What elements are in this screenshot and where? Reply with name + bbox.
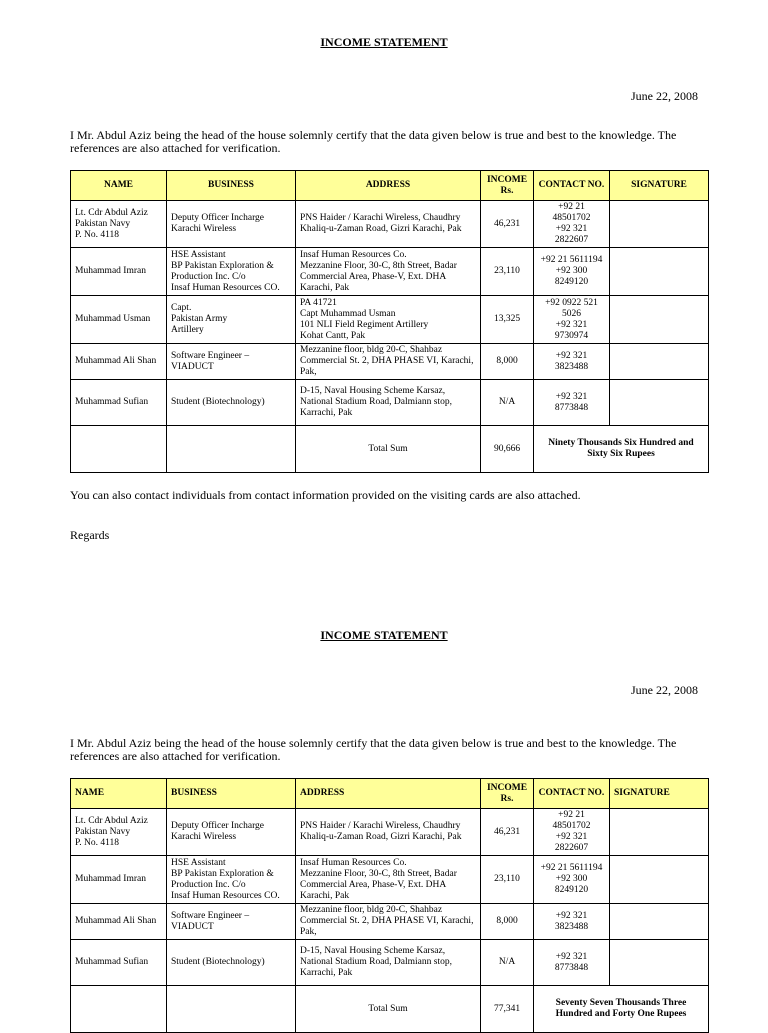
total-in-words: Seventy Seven Thousands Three Hundred and Forty One Rupees <box>534 986 709 1033</box>
statement1-date: June 22, 2008 <box>631 89 698 103</box>
cell-contact: +92 321 8773848 <box>534 380 610 426</box>
cell-business: HSE Assistant BP Pakistan Exploration & Production Inc. C/o Insaf Human Resources CO. <box>167 856 296 904</box>
cell-signature <box>610 296 709 344</box>
cell-contact: +92 321 8773848 <box>534 940 610 986</box>
cell-income: N/A <box>481 380 534 426</box>
statement2-date: June 22, 2008 <box>631 683 698 697</box>
cell-address: Insaf Human Resources Co. Mezzanine Floor, 30-C, 8th Street, Badar Commercial Area, Phase-V, Ext. DHA Karachi, Pak <box>296 856 481 904</box>
header-contact: CONTACT NO. <box>534 171 610 201</box>
cell-contact: +92 321 3823488 <box>534 344 610 380</box>
cell-business: Software Engineer – VIADUCT <box>167 344 296 380</box>
table-row <box>71 344 709 380</box>
cell-income: 46,231 <box>481 201 534 248</box>
cell-empty <box>167 426 296 473</box>
cell-business: Software Engineer – VIADUCT <box>167 904 296 940</box>
cell-signature <box>610 856 709 904</box>
statement1-intro: I Mr. Abdul Aziz being the head of the house solemnly certify that the data given below is true and best to the knowledge. The references are also attached for verification. <box>70 128 677 155</box>
cell-empty <box>71 426 167 473</box>
cell-name: Lt. Cdr Abdul Aziz Pakistan Navy P. No. 4118 <box>71 809 167 856</box>
cell-income: 46,231 <box>481 809 534 856</box>
cell-address: Mezzanine floor, bldg 20-C, Shahbaz Commercial St. 2, DHA PHASE VI, Karachi, Pak, <box>296 904 481 940</box>
cell-signature <box>610 940 709 986</box>
cell-business: Student (Biotechnology) <box>167 940 296 986</box>
cell-signature <box>610 380 709 426</box>
cell-business: Student (Biotechnology) <box>167 380 296 426</box>
cell-name: Muhammad Usman <box>71 296 167 344</box>
cell-business: HSE Assistant BP Pakistan Exploration & Production Inc. C/o Insaf Human Resources CO. <box>167 248 296 296</box>
cell-name: Muhammad Imran <box>71 248 167 296</box>
cell-contact: +92 21 48501702 +92 321 2822607 <box>534 201 610 248</box>
statement2-intro: I Mr. Abdul Aziz being the head of the house solemnly certify that the data given below is true and best to the knowledge. The references are also attached for verification. <box>70 736 677 763</box>
header-signature: SIGNATURE <box>610 171 709 201</box>
cell-name: Muhammad Sufian <box>71 380 167 426</box>
cell-address: D-15, Naval Housing Scheme Karsaz, National Stadium Road, Dalmiann stop, Karrachi, Pak <box>296 940 481 986</box>
header-name: NAME <box>71 171 167 201</box>
cell-contact: +92 0922 521 5026 +92 321 9730974 <box>534 296 610 344</box>
cell-business: Deputy Officer Incharge Karachi Wireless <box>167 809 296 856</box>
cell-name: Lt. Cdr Abdul Aziz Pakistan Navy P. No. 4118 <box>71 201 167 248</box>
table-row <box>71 940 709 986</box>
cell-signature <box>610 248 709 296</box>
regards: Regards <box>70 528 110 542</box>
total-in-words: Ninety Thousands Six Hundred and Sixty Six Rupees <box>534 426 709 473</box>
total-row <box>71 986 709 1033</box>
cell-income: 23,110 <box>481 856 534 904</box>
footer-note: You can also contact individuals from contact information provided on the visiting cards are also attached. <box>70 488 581 502</box>
header-name: NAME <box>71 779 167 809</box>
table-row <box>71 296 709 344</box>
header-address: ADDRESS <box>296 171 481 201</box>
cell-address: PNS Haider / Karachi Wireless, Chaudhry Khaliq-u-Zaman Road, Gizri Karachi, Pak <box>296 809 481 856</box>
table-row <box>71 904 709 940</box>
total-value: 90,666 <box>481 426 534 473</box>
header-address: ADDRESS <box>296 779 481 809</box>
cell-address: PA 41721 Capt Muhammad Usman 101 NLI Field Regiment Artillery Kohat Cantt, Pak <box>296 296 481 344</box>
header-business: BUSINESS <box>167 779 296 809</box>
statement2-table <box>70 778 709 1033</box>
table-row <box>71 809 709 856</box>
total-row <box>71 426 709 473</box>
cell-signature <box>610 201 709 248</box>
cell-name: Muhammad Sufian <box>71 940 167 986</box>
table-row <box>71 201 709 248</box>
header-income: INCOME Rs. <box>481 779 534 809</box>
cell-income: N/A <box>481 940 534 986</box>
cell-name: Muhammad Imran <box>71 856 167 904</box>
header-income: INCOME Rs. <box>481 171 534 201</box>
header-contact: CONTACT NO. <box>534 779 610 809</box>
cell-contact: +92 21 5611194 +92 300 8249120 <box>534 248 610 296</box>
cell-contact: +92 21 5611194 +92 300 8249120 <box>534 856 610 904</box>
cell-income: 8,000 <box>481 344 534 380</box>
cell-signature <box>610 344 709 380</box>
total-label: Total Sum <box>296 986 481 1033</box>
cell-address: PNS Haider / Karachi Wireless, Chaudhry Khaliq-u-Zaman Road, Gizri Karachi, Pak <box>296 201 481 248</box>
cell-business: Capt. Pakistan Army Artillery <box>167 296 296 344</box>
statement1-title: INCOME STATEMENT <box>320 35 448 49</box>
cell-empty <box>167 986 296 1033</box>
cell-address: Mezzanine floor, bldg 20-C, Shahbaz Commercial St. 2, DHA PHASE VI, Karachi, Pak, <box>296 344 481 380</box>
total-value: 77,341 <box>481 986 534 1033</box>
statement1-table <box>70 170 709 473</box>
total-label: Total Sum <box>296 426 481 473</box>
cell-signature <box>610 809 709 856</box>
table-row <box>71 248 709 296</box>
cell-name: Muhammad Ali Shan <box>71 904 167 940</box>
cell-income: 23,110 <box>481 248 534 296</box>
cell-contact: +92 321 3823488 <box>534 904 610 940</box>
header-business: BUSINESS <box>167 171 296 201</box>
table-row <box>71 380 709 426</box>
cell-signature <box>610 904 709 940</box>
cell-business: Deputy Officer Incharge Karachi Wireless <box>167 201 296 248</box>
cell-address: Insaf Human Resources Co. Mezzanine Floor, 30-C, 8th Street, Badar Commercial Area, Phase-V, Ext. DHA Karachi, Pak <box>296 248 481 296</box>
cell-address: D-15, Naval Housing Scheme Karsaz, National Stadium Road, Dalmiann stop, Karrachi, Pak <box>296 380 481 426</box>
cell-empty <box>71 986 167 1033</box>
cell-name: Muhammad Ali Shan <box>71 344 167 380</box>
table-row <box>71 856 709 904</box>
header-signature: SIGNATURE <box>610 779 709 809</box>
cell-income: 8,000 <box>481 904 534 940</box>
cell-income: 13,325 <box>481 296 534 344</box>
statement2-title: INCOME STATEMENT <box>320 628 448 642</box>
cell-contact: +92 21 48501702 +92 321 2822607 <box>534 809 610 856</box>
